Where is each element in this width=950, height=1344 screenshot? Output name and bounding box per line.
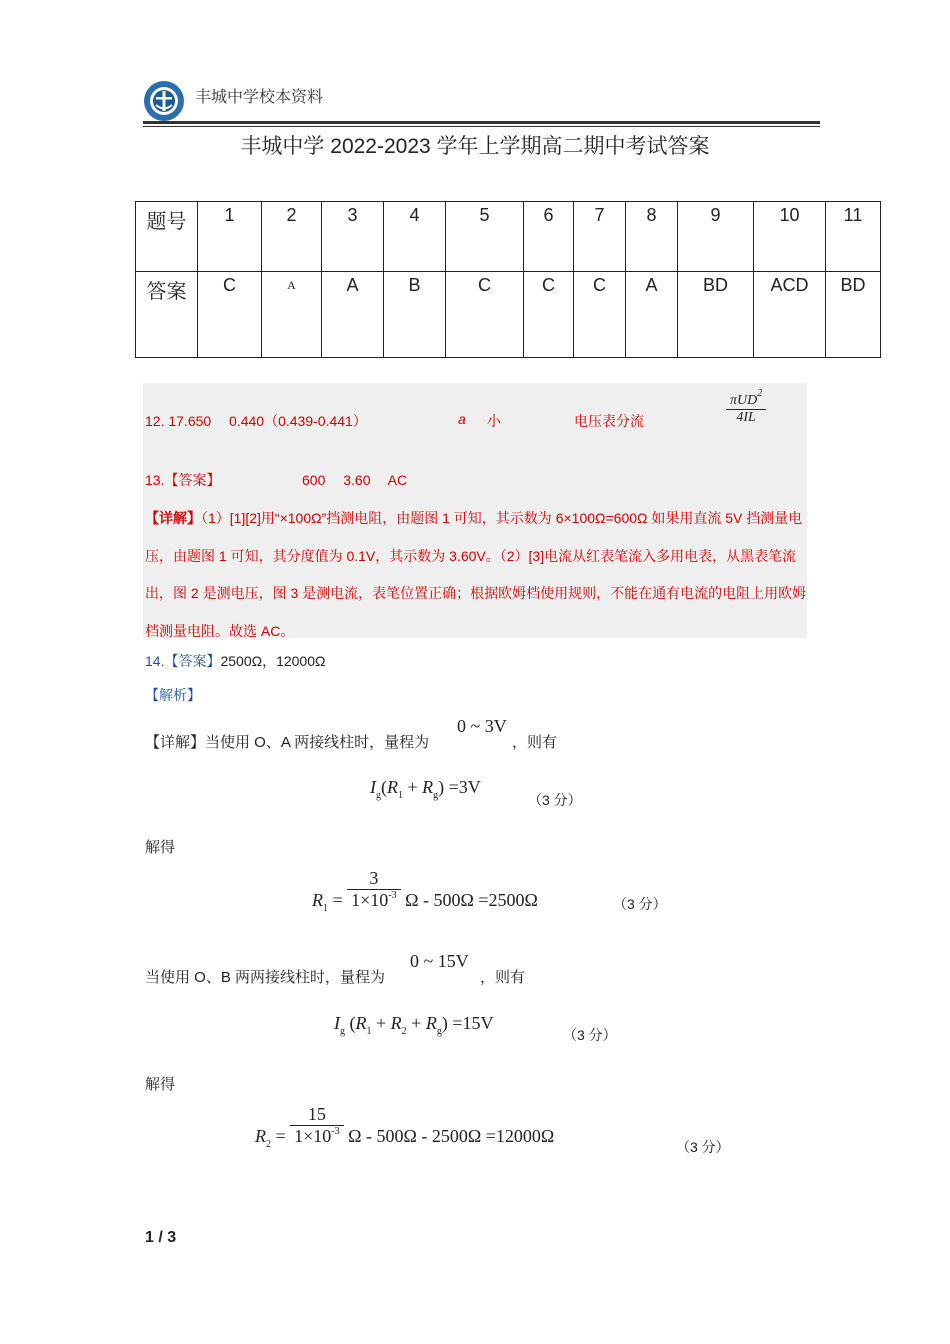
eq4-rest: Ω - 500Ω - 2500Ω =12000Ω: [348, 1125, 555, 1146]
q14-detail-line1: [145, 731, 429, 752]
table-cell: C: [198, 272, 262, 358]
table-cell: C: [446, 272, 524, 358]
q12-answer-small: 小: [487, 413, 501, 429]
score-3: （3 分）: [563, 1027, 617, 1043]
q14-label: 14.【答案】: [145, 653, 221, 669]
table-row-numbers: [136, 202, 881, 272]
q12-answer-a: a: [458, 411, 466, 427]
table-cell: 11: [826, 202, 881, 272]
table-cell: 9: [678, 202, 754, 272]
q13-answers: 600 3.60 AC: [302, 472, 408, 488]
table-cell: 5: [446, 202, 524, 272]
header-rule-thin: [143, 126, 820, 127]
q13-label: 13.【答案】: [145, 472, 221, 488]
formula-denominator: 4IL: [736, 410, 756, 425]
page-number: 1 / 3: [145, 1229, 177, 1246]
page-title: 丰城中学 2022-2023 学年上学期高二期中考试答案: [240, 135, 710, 158]
q14-detail-prefix: 【详解】当使用 O、A 两接线柱时，量程为: [145, 734, 430, 751]
score-1: （3 分）: [528, 792, 582, 808]
q14-label-line: [145, 651, 325, 671]
table-cell: A: [322, 272, 384, 358]
q12-answer: 12. 17.650 0.440（0.439-0.441）: [145, 413, 367, 429]
table-cell: 8: [626, 202, 678, 272]
table-cell: BD: [826, 272, 881, 358]
q12-formula: [726, 388, 766, 426]
formula-numerator: πUD: [730, 393, 758, 408]
q13-detail-text: （1）[1][2]用“×100Ω”挡测电阻，由题图 1 可知，其示数为 6×100Ω=600Ω 如果用直流 5V 挡测量电压，由题图 1 可知，其分度值为 0.1V，其示数为 3.60V。（2）[3]电流从红表笔流入多用电表，从黑表笔流出，图 2 是测电压，图 3 是测电流，表笔位置正确；根据欧姆档使用规则，不能在通有电流的电阻上用欧姆档测量电阻。故选 AC。: [145, 510, 807, 639]
equation-4: $R_2$ = $\frac{15}{1\times 10^{-3}}$ Ω - 500Ω - 2500Ω =12000Ω: [255, 1104, 555, 1150]
table-cell: 10: [754, 202, 826, 272]
table-cell: C: [524, 272, 574, 358]
q14-detail-line2: 当使用 O、B 两两接线柱时，量程为: [145, 969, 386, 986]
eq2-denominator: 1×10: [351, 890, 389, 910]
table-cell: 7: [574, 202, 626, 272]
score-4: （3 分）: [676, 1139, 730, 1155]
school-name: 丰城中学校本资料: [195, 87, 324, 106]
table-cell: 6: [524, 202, 574, 272]
table-cell: 1: [198, 202, 262, 272]
eq3-rest: ) =15V: [441, 1013, 494, 1033]
eq2-rest: Ω - 500Ω =2500Ω: [405, 889, 538, 910]
eq4-numerator: 15: [290, 1104, 344, 1126]
q14-then1: ，则有: [512, 734, 558, 751]
equation-2: $R_1$ = $\frac{3}{1\times 10^{-3}}$ Ω - 500Ω =2500Ω: [312, 868, 538, 914]
eq4-exponent: -3: [331, 1126, 340, 1137]
eq2-exponent: -3: [388, 890, 397, 901]
table-cell: ACD: [754, 272, 826, 358]
table-cell: A: [262, 272, 322, 358]
table-cell: 3: [322, 202, 384, 272]
table-cell: 2: [262, 202, 322, 272]
q14-answers: 2500Ω，12000Ω: [220, 653, 326, 669]
table-row-answers: [136, 272, 881, 358]
row-label-answer: 答案: [136, 272, 198, 358]
eq2-numerator: 3: [347, 868, 401, 890]
q14-range2: 0 ~ 15V: [410, 951, 469, 971]
table-cell: B: [384, 272, 446, 358]
table-cell: A: [626, 272, 678, 358]
score-2: （3 分）: [613, 896, 667, 912]
q14-range1: 0 ~ 3V: [457, 716, 507, 736]
q13-detail-label: 【详解】: [145, 510, 201, 526]
school-logo-icon: [143, 80, 185, 122]
q12-answer-reason: 电压表分流: [574, 413, 644, 429]
table-cell: BD: [678, 272, 754, 358]
table-cell: C: [574, 272, 626, 358]
eq4-denominator: 1×10: [294, 1126, 332, 1146]
equation-1: $I_g(R_1 + R_g) =3V$: [370, 777, 481, 801]
q14-analysis: 【解析】: [145, 687, 201, 703]
solve-label-1: 解得: [145, 839, 176, 856]
q13-detail: [145, 500, 807, 650]
header-rule-thick: [143, 121, 820, 124]
q14-then2: ，则有: [480, 969, 526, 986]
formula-numerator-exponent: 2: [757, 388, 763, 399]
row-label-number: 题号: [136, 202, 198, 272]
equation-3: $I_g$ $(R_1 + R_2 + R_g) =15V$: [334, 1013, 494, 1037]
solve-label-2: 解得: [145, 1076, 176, 1093]
answer-table: [135, 201, 881, 358]
table-cell: 4: [384, 202, 446, 272]
